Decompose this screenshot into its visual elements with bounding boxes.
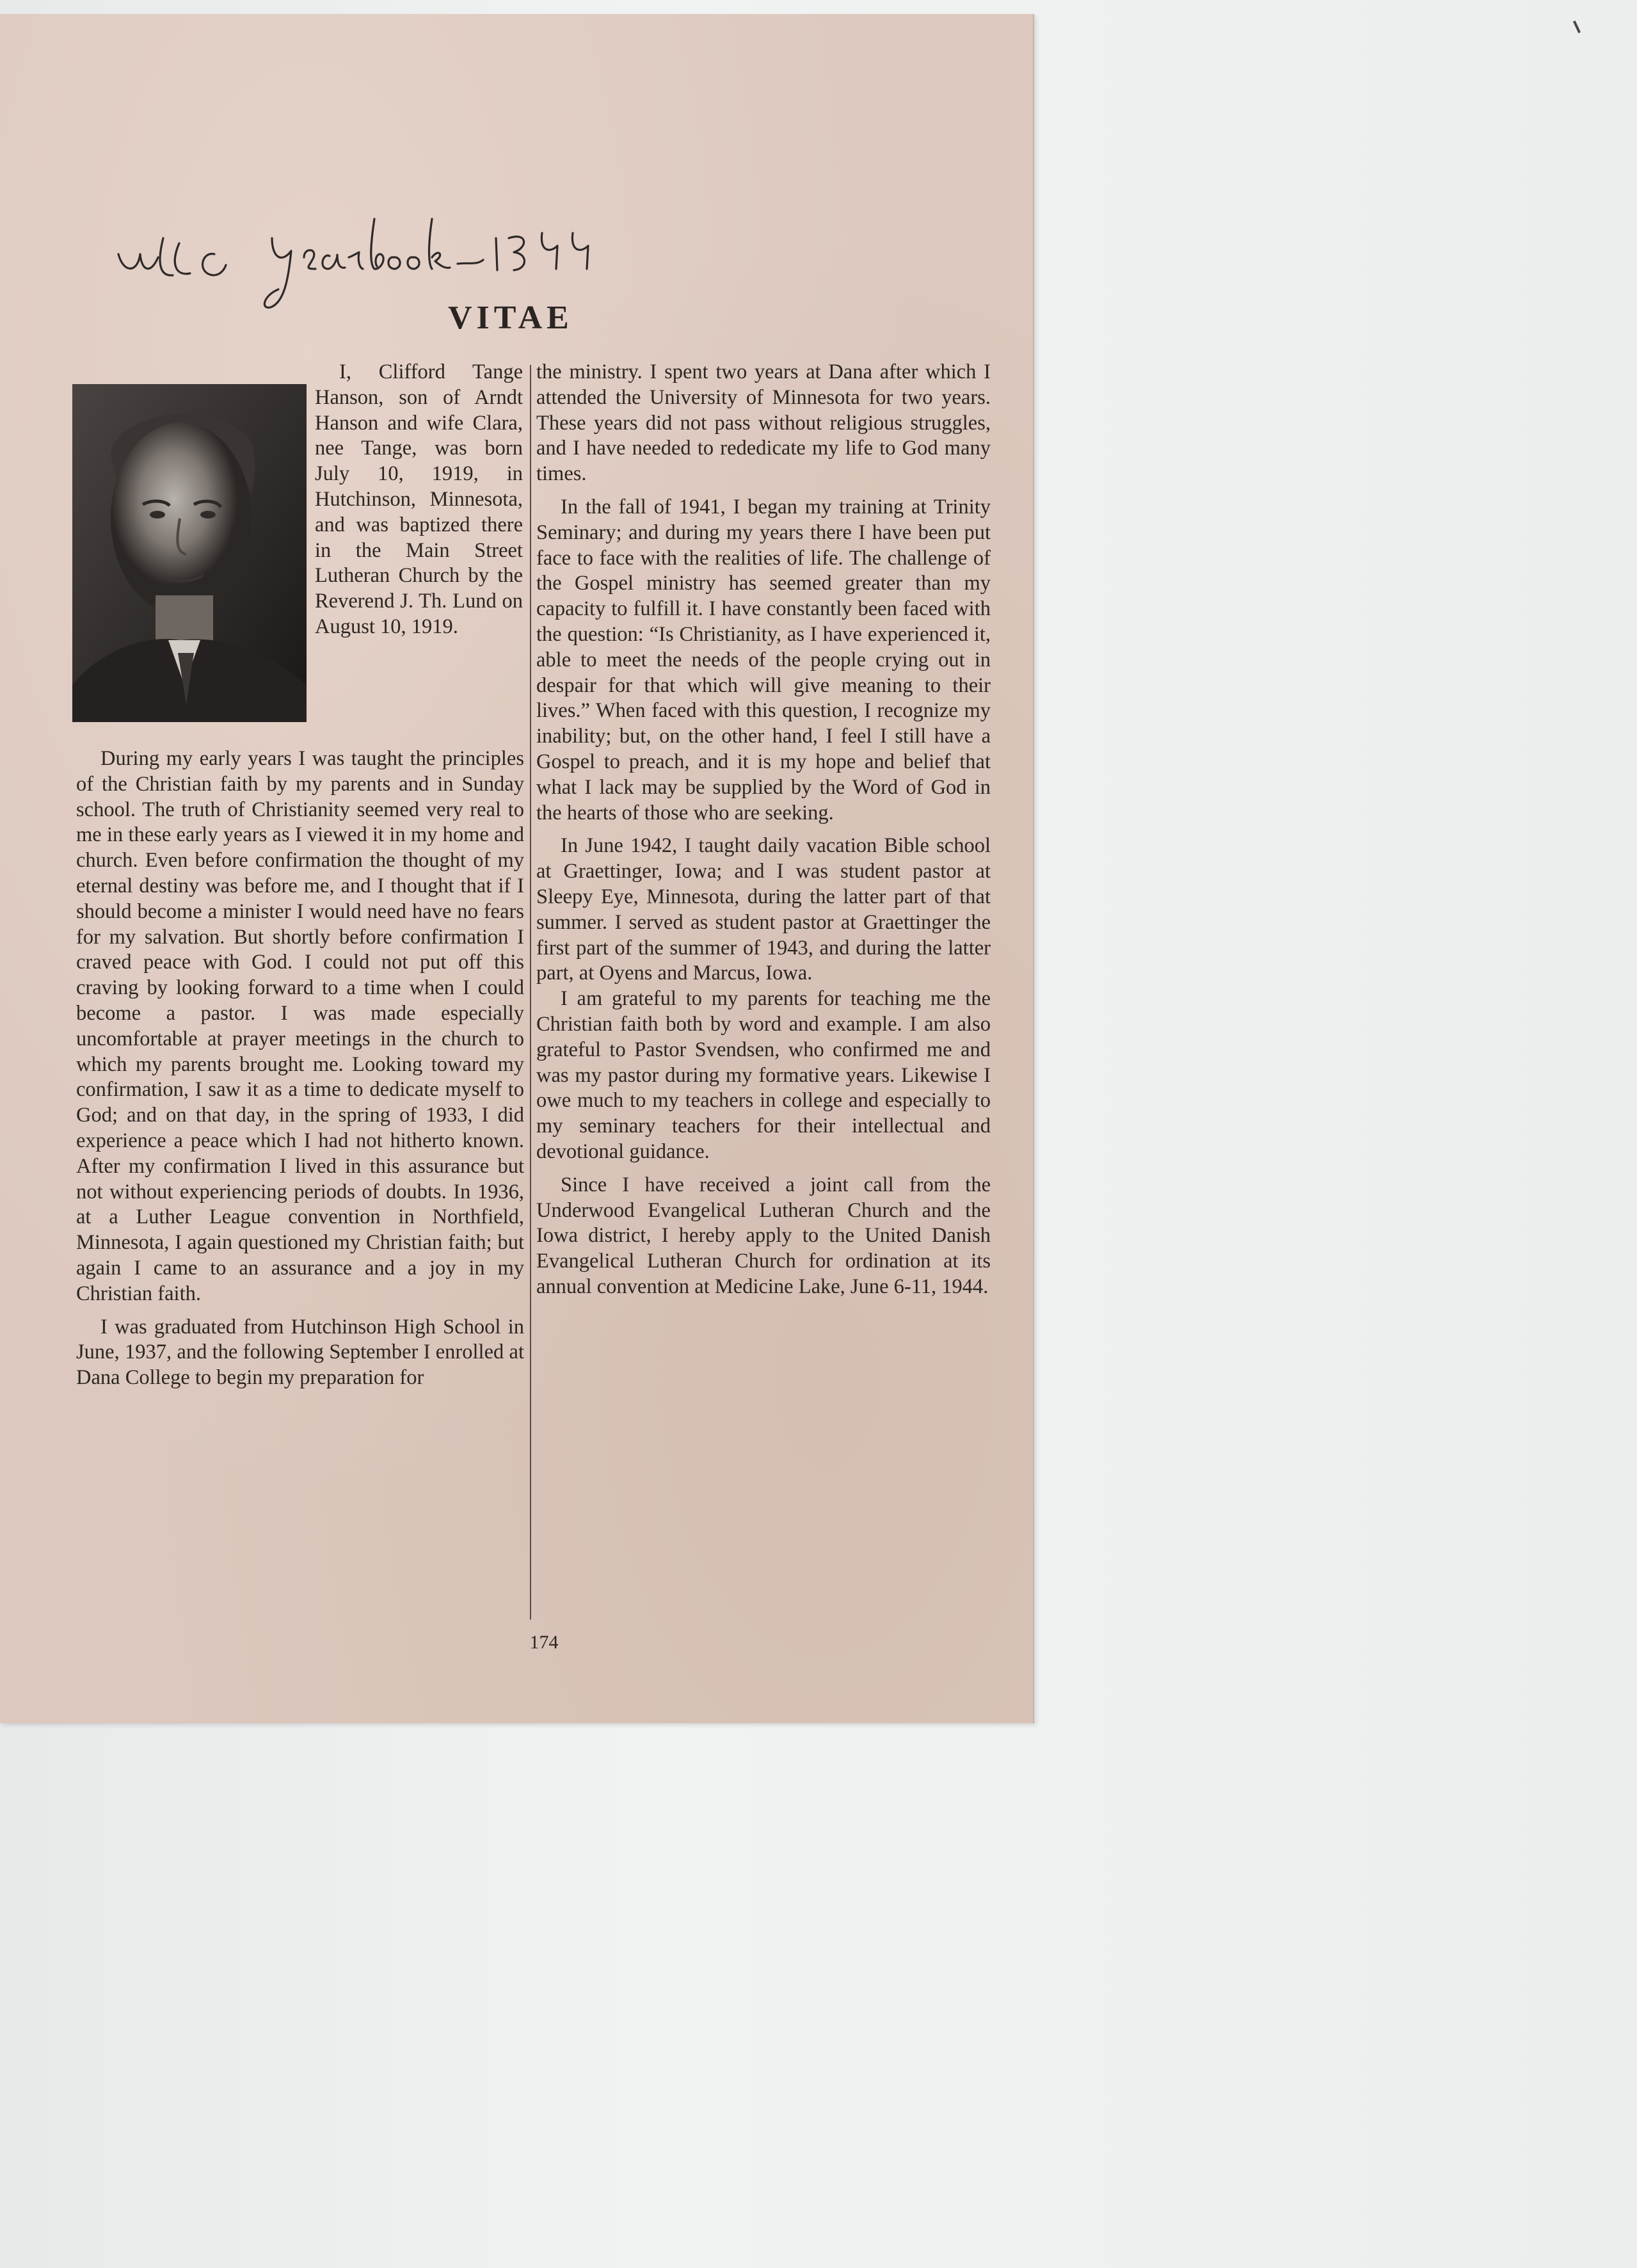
paragraph-student-pastor: In June 1942, I taught daily vacation Bible school at Graettinger, Iowa; and I was student pastor at Sleepy Eye, Minnesota, during the latter part of that summer. I served as student pastor at Graettinger the first part of the summer of 1943, and during the latter part, at Oyens and Marcus, Iowa.	[536, 834, 991, 985]
handwritten-annotation	[112, 193, 688, 309]
paragraph-graduation: I was graduated from Hutchinson High School in June, 1937, and the following September I enrolled at Dana College to begin my preparation for	[76, 1315, 524, 1390]
portrait-photo	[72, 384, 307, 722]
portrait-photo-image	[72, 384, 307, 722]
yearbook-clipping	[0, 14, 1034, 1723]
intro-text: I, Clifford Tange Hanson, son of Arndt Hanson and wife Clara, nee Tange, was born July 10, 1919, in Hutchinson, Minnesota, and was baptized there in the Main Street Lutheran Church by the Reverend J. Th. Lund on August 10, 1919.	[315, 360, 523, 638]
paragraph-gratitude: I am grateful to my parents for teaching me the Christian faith both by word and example. I am also grateful to Pastor Svendsen, who confirmed me and was my pastor during my formative years. Likewise I owe much to my teachers in college and especially to my seminary teachers for their intellectual and devotional guidance.	[536, 987, 991, 1163]
column-divider	[530, 365, 531, 1620]
left-column	[76, 746, 524, 1391]
right-column	[536, 360, 991, 1300]
paragraph-ministry: the ministry. I spent two years at Dana after which I attended the University of Minnesota for two years. These years did not pass without religious struggles, and I have needed to rededicate my life to God many times.	[536, 360, 991, 486]
page-title: VITAE	[448, 300, 573, 336]
intro-paragraph	[315, 360, 523, 640]
paragraph-seminary: In the fall of 1941, I began my training at Trinity Seminary; and during my years there I have been put face to face with the realities of life. The challenge of the Gospel ministry has seemed greater than my capacity to fulfill it. I have constantly been faced with the question: “Is Christianity, as I have experienced it, able to meet the needs of the people crying out in despair for that which will give meaning to their lives.” When faced with this question, I recognize my inability; but, on the other hand, I feel I still have a Gospel to preach, and it is my hope and belief that what I lack may be supplied by the Word of God in the hearts of those who are seeking.	[536, 495, 991, 824]
paragraph-call: Since I have received a joint call from the Underwood Evangelical Lutheran Church and the Iowa district, I hereby apply to the United Danish Evangelical Lutheran Church for ordination at its annual convention at Medicine Lake, June 6-11, 1944.	[536, 1173, 991, 1298]
paragraph-early-years: During my early years I was taught the principles of the Christian faith by my parents and in Sunday school. The truth of Christianity seemed very real to me in these early years as I viewed it in my home and church. Even before confirmation the thought of my eternal destiny was before me, and I thought that if I should become a minister I would need have no fears for my salvation. But shortly before confirmation I craved peace with God. I could not put off this craving by looking forward to a time when I could become a pastor. I was made especially uncomfortable at prayer meetings in the church to which my parents brought me. Looking toward my confirmation, I saw it as a time to dedicate myself to God; and on that day, in the spring of 1933, I did experience a peace which I had not hitherto known. After my confirmation I lived in this assurance but not without experiencing periods of doubts. In 1936, at a Luther League convention in Northfield, Minnesota, I again questioned my Christian faith; but again I came to an assurance and a joy in my Christian faith.	[76, 747, 524, 1305]
page-number: 174	[529, 1632, 559, 1653]
handwriting-scribble	[112, 193, 688, 309]
